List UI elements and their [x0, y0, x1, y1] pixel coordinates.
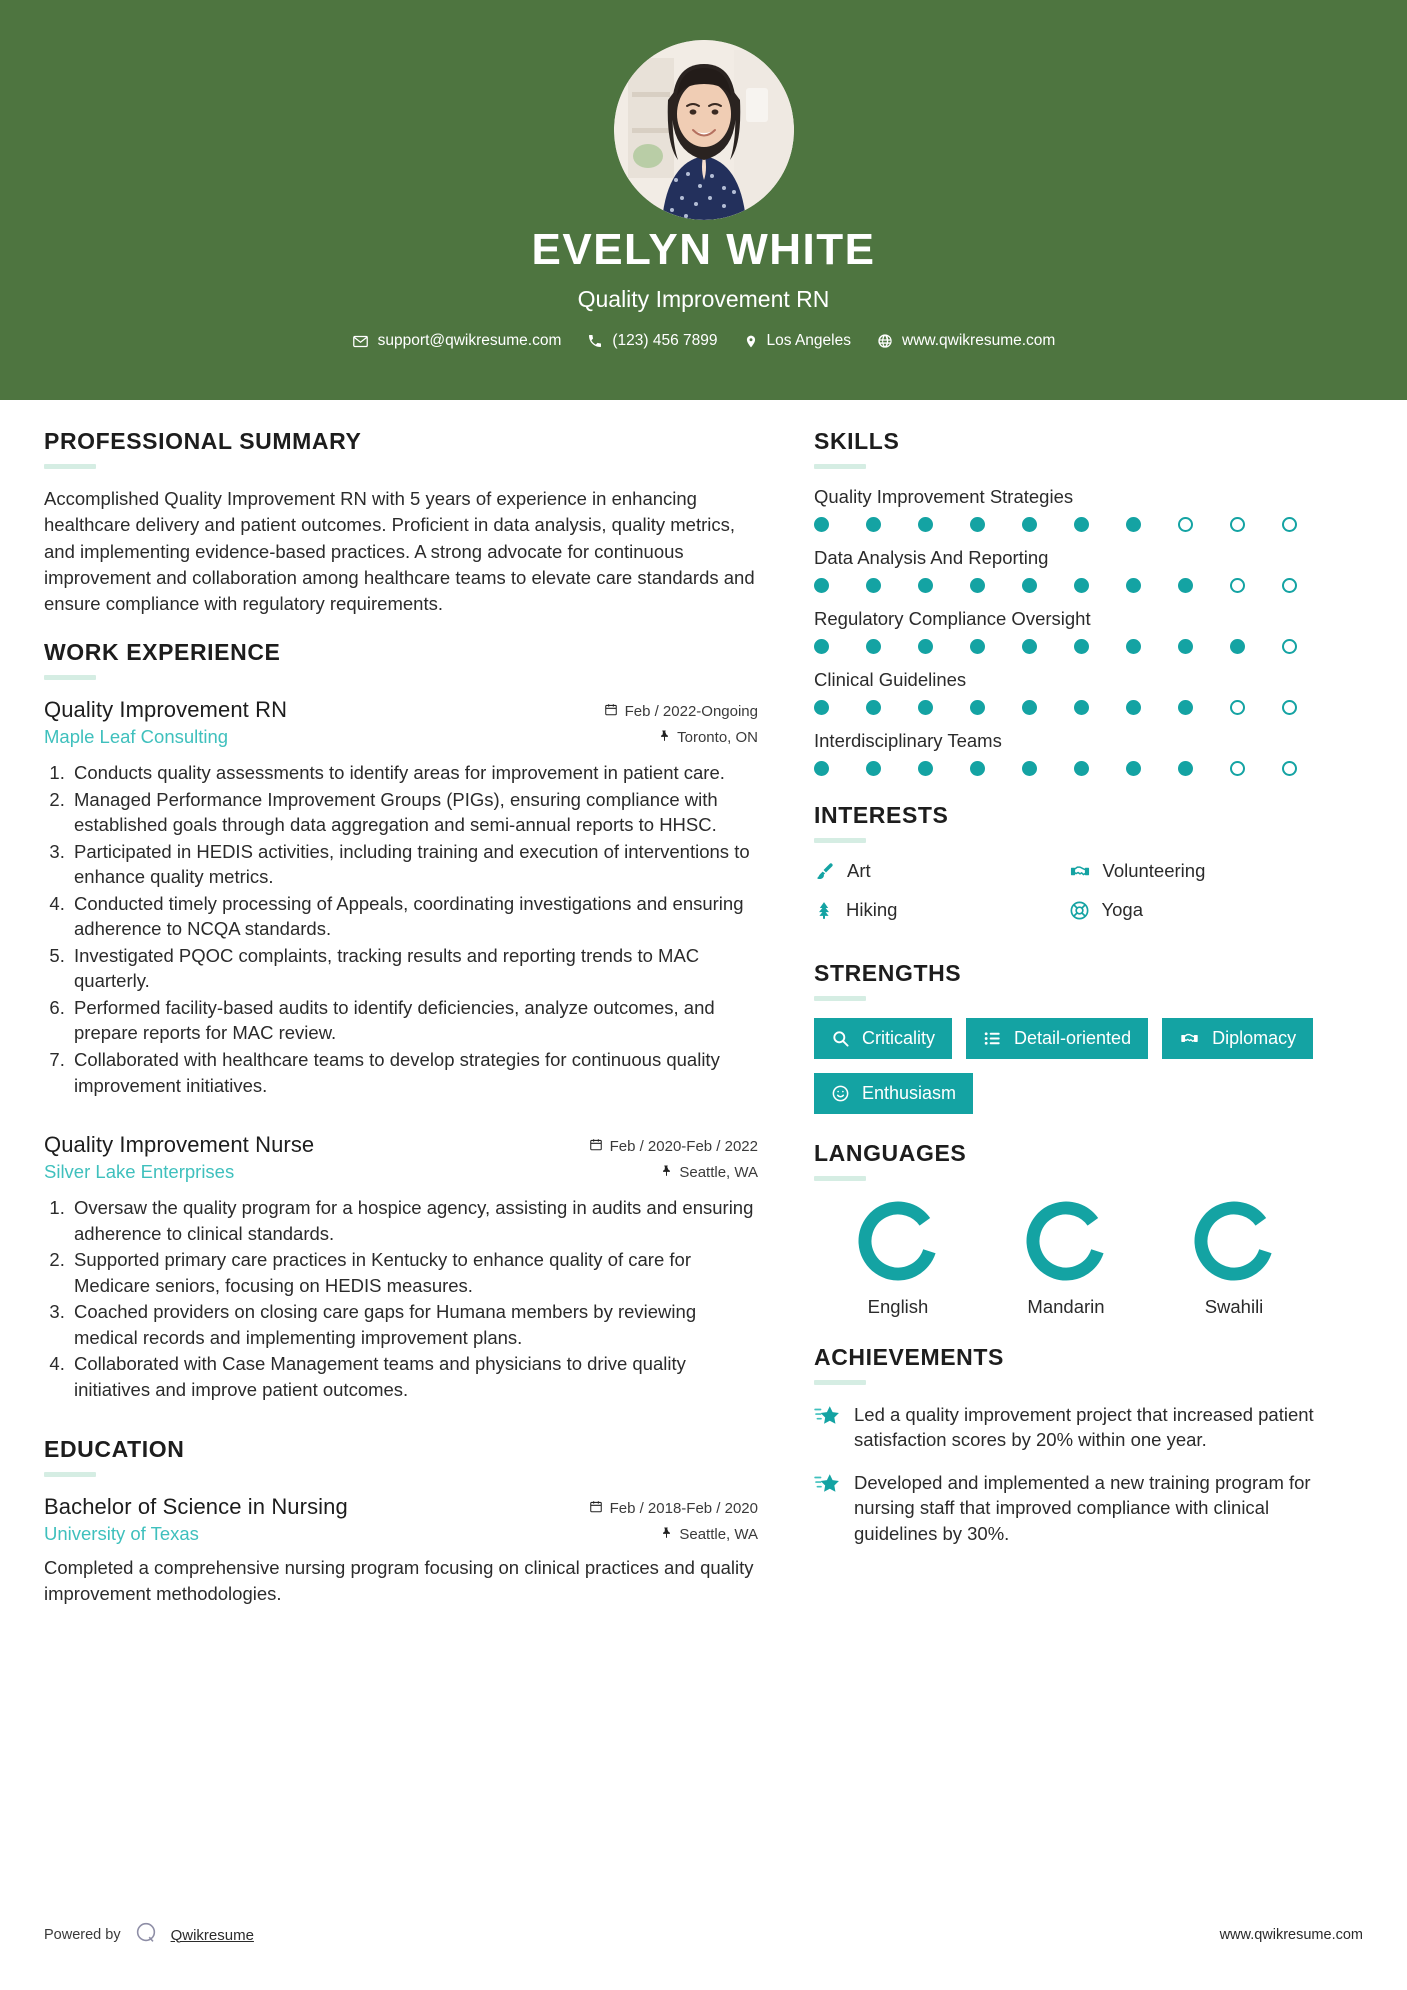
shooting-star-icon [814, 1402, 840, 1452]
lifebuoy-icon [1069, 900, 1090, 921]
skill-dot [970, 517, 985, 532]
skill-dot [1178, 578, 1193, 593]
section-heading: LANGUAGES [814, 1140, 967, 1166]
skill-dot [970, 639, 985, 654]
footer-url: www.qwikresume.com [1219, 1927, 1363, 1943]
skill-dot [866, 700, 881, 715]
job-dates-text: Feb / 2022-Ongoing [624, 703, 758, 721]
section-interests [814, 802, 1323, 938]
resume-body [0, 400, 1407, 1629]
achievements-list [814, 1402, 1323, 1546]
interest-item [1069, 899, 1324, 921]
skill-item [814, 547, 1323, 593]
skill-label: Clinical Guidelines [814, 669, 967, 690]
education-dates [589, 1499, 758, 1518]
interest-label: Hiking [846, 899, 898, 920]
calendar-icon [604, 702, 618, 721]
job-dates [589, 1137, 758, 1156]
skill-rating [814, 700, 1323, 715]
work-entry-head [44, 1132, 758, 1158]
job-role-subtitle: Quality Improvement RN [577, 286, 830, 312]
strength-label: Enthusiasm [862, 1083, 957, 1103]
contact-email-text: support@qwikresume.com [377, 332, 562, 349]
section-heading: EDUCATION [44, 1436, 185, 1463]
degree-title: Bachelor of Science in Nursing [44, 1494, 348, 1520]
job-dates [604, 702, 758, 721]
work-entry-head [44, 697, 758, 723]
job-bullet: 4. Conducted timely processing of Appeals, coordinating investigations and ensuring adherence to NCQA standards. [70, 891, 758, 942]
skill-dot [1022, 639, 1037, 654]
contact-phone[interactable] [587, 332, 717, 350]
skill-label: Quality Improvement Strategies [814, 486, 1074, 507]
handshake-icon [1179, 1029, 1200, 1048]
section-underline [814, 1380, 866, 1385]
education-dates-text: Feb / 2018-Feb / 2020 [609, 1500, 758, 1518]
skill-dot [1230, 761, 1245, 776]
section-heading: PROFESSIONAL SUMMARY [44, 428, 362, 454]
language-item [1150, 1198, 1318, 1318]
skill-dot [1282, 639, 1297, 654]
language-label: Swahili [1204, 1296, 1264, 1317]
tree-icon [814, 900, 834, 921]
achievement-item [814, 1402, 1323, 1452]
job-location [660, 1163, 758, 1182]
skill-rating [814, 517, 1323, 532]
section-heading: ACHIEVEMENTS [814, 1344, 1004, 1370]
strengths-list [814, 1018, 1323, 1114]
contact-phone-text: (123) 456 7899 [612, 332, 718, 349]
language-item [814, 1198, 982, 1318]
skill-dot [1230, 517, 1245, 532]
skill-dot [1282, 700, 1297, 715]
language-label: English [867, 1296, 929, 1317]
education-entry-head [44, 1494, 758, 1520]
language-donut-chart [814, 1198, 982, 1284]
job-bullet: 7. Collaborated with healthcare teams to develop strategies for continuous quality improvement initiatives. [70, 1047, 758, 1098]
skill-dot [1074, 578, 1089, 593]
skill-dot [1074, 639, 1089, 654]
company-name: Silver Lake Enterprises [44, 1161, 235, 1183]
skill-label: Interdisciplinary Teams [814, 730, 1002, 751]
skill-item [814, 669, 1323, 715]
interest-item [1069, 860, 1324, 882]
section-strengths [814, 960, 1323, 1114]
skill-item [814, 730, 1323, 776]
skill-dot [814, 517, 829, 532]
section-underline [44, 675, 96, 680]
phone-icon [587, 333, 603, 349]
skill-dot [814, 639, 829, 654]
skill-dot [814, 761, 829, 776]
skill-dot [970, 578, 985, 593]
language-donut-chart [982, 1198, 1150, 1284]
skill-dot [866, 639, 881, 654]
skill-dot [1230, 700, 1245, 715]
education-entry [44, 1494, 758, 1607]
interest-label: Art [847, 860, 871, 881]
resume-header [0, 0, 1407, 400]
skill-dot [1230, 639, 1245, 654]
skill-dot [970, 761, 985, 776]
skill-dot [918, 761, 933, 776]
contact-location [744, 332, 851, 350]
section-education [44, 1436, 758, 1607]
contact-bar [0, 332, 1407, 350]
contact-location-text: Los Angeles [766, 332, 851, 349]
section-underline [44, 464, 96, 469]
work-entry-sub [44, 726, 758, 748]
handshake-icon [1069, 861, 1091, 882]
skill-dot [1230, 578, 1245, 593]
skill-item [814, 486, 1323, 532]
skill-dot [1282, 578, 1297, 593]
skill-label: Data Analysis And Reporting [814, 547, 1049, 568]
skill-dot [1126, 700, 1141, 715]
interest-label: Yoga [1101, 899, 1144, 920]
strength-badge-detail-oriented[interactable] [966, 1018, 1148, 1059]
interest-item [814, 899, 1069, 921]
company-name: Maple Leaf Consulting [44, 726, 229, 748]
skill-dot [1178, 639, 1193, 654]
achievement-item [814, 1470, 1323, 1545]
job-dates-text: Feb / 2020-Feb / 2022 [609, 1138, 758, 1156]
work-entry [44, 697, 758, 1098]
skill-dot [1074, 761, 1089, 776]
pushpin-icon [660, 1163, 672, 1182]
skill-dot [866, 761, 881, 776]
section-heading: STRENGTHS [814, 960, 962, 986]
skill-dot [1126, 761, 1141, 776]
section-work-experience [44, 639, 758, 1402]
section-languages [814, 1140, 1323, 1318]
job-bullets [44, 760, 758, 1098]
skill-dot [970, 700, 985, 715]
qwikresume-link[interactable]: Qwikresume [170, 1926, 254, 1944]
job-bullet: 4. Collaborated with Case Management teams and physicians to drive quality initiatives and improve patient outcomes. [70, 1351, 758, 1402]
strength-label: Detail-oriented [1014, 1028, 1132, 1048]
skill-dot [866, 578, 881, 593]
language-item [982, 1198, 1150, 1318]
strength-label: Criticality [862, 1028, 936, 1048]
job-bullet: 2. Managed Performance Improvement Groups (PIGs), ensuring compliance with established goals through data aggregation and semi-annual reports to HHSC. [70, 787, 758, 838]
section-skills [814, 428, 1323, 776]
job-location-text: Toronto, ON [677, 729, 758, 747]
page-title: EVELYN WHITE [531, 225, 876, 274]
strength-badge-criticality[interactable] [814, 1018, 952, 1059]
job-bullet: 3. Participated in HEDIS activities, including training and execution of interventions to enhance quality metrics. [70, 839, 758, 890]
skill-dot [814, 578, 829, 593]
strength-badge-diplomacy[interactable] [1162, 1018, 1313, 1059]
skill-dot [1178, 761, 1193, 776]
education-entry-sub [44, 1523, 758, 1545]
section-heading: SKILLS [814, 428, 900, 454]
education-location-text: Seattle, WA [679, 1526, 758, 1544]
skill-dot [814, 700, 829, 715]
language-donut-chart [1150, 1198, 1318, 1284]
section-heading: INTERESTS [814, 802, 949, 828]
job-bullet: 5. Investigated PQOC complaints, tracking results and reporting trends to MAC quarterly. [70, 943, 758, 994]
page-footer [0, 1880, 1407, 1990]
section-underline [44, 1472, 96, 1477]
contact-website-text: www.qwikresume.com [902, 332, 1056, 349]
skill-dot [1126, 517, 1141, 532]
footer-branding [44, 1920, 254, 1951]
section-professional-summary [44, 428, 758, 617]
skill-dot [918, 639, 933, 654]
section-underline [814, 996, 866, 1001]
interest-label: Volunteering [1102, 860, 1206, 881]
contact-email[interactable] [352, 332, 562, 350]
pushpin-icon [660, 1525, 672, 1544]
job-bullet: 6. Performed facility-based audits to identify deficiencies, analyze outcomes, and prepare reports for MAC review. [70, 995, 758, 1046]
job-bullet: 3. Coached providers on closing care gaps for Humana members by reviewing medical records and implementing improvement plans. [70, 1299, 758, 1350]
job-location-text: Seattle, WA [679, 1164, 758, 1182]
envelope-icon [352, 333, 369, 350]
skill-dot [1022, 700, 1037, 715]
list-icon [983, 1029, 1002, 1048]
paintbrush-icon [814, 861, 835, 882]
achievement-text: Developed and implemented a new training program for nursing staff that improved compliance with clinical guidelines by 30%. [854, 1472, 1311, 1544]
skill-dot [866, 517, 881, 532]
calendar-icon [589, 1137, 603, 1156]
skill-dot [1282, 761, 1297, 776]
job-bullet: 1. Oversaw the quality program for a hospice agency, assisting in audits and ensuring adherence to clinical standards. [70, 1195, 758, 1246]
section-underline [814, 464, 866, 469]
skill-rating [814, 639, 1323, 654]
skill-dot [1074, 700, 1089, 715]
pushpin-icon [658, 728, 670, 747]
strength-label: Diplomacy [1212, 1028, 1297, 1048]
job-location [658, 728, 758, 747]
skill-dot [1178, 517, 1193, 532]
contact-website[interactable] [877, 332, 1055, 350]
work-entry [44, 1132, 758, 1402]
calendar-icon [589, 1499, 603, 1518]
skill-dot [1074, 517, 1089, 532]
globe-icon [877, 333, 893, 349]
magnifier-icon [831, 1029, 850, 1048]
education-description: Completed a comprehensive nursing program focusing on clinical practices and quality improvement methodologies. [44, 1557, 754, 1605]
job-bullet: 1. Conducts quality assessments to identify areas for improvement in patient care. [70, 760, 758, 786]
skill-dot [918, 578, 933, 593]
skill-dot [1022, 578, 1037, 593]
skill-rating [814, 761, 1323, 776]
language-label: Mandarin [1027, 1296, 1105, 1317]
shooting-star-icon [814, 1470, 840, 1545]
job-title: Quality Improvement Nurse [44, 1132, 315, 1158]
languages-list [814, 1198, 1323, 1318]
skill-rating [814, 578, 1323, 593]
skill-dot [1178, 700, 1193, 715]
interest-item [814, 860, 1069, 882]
qwikresume-logo-icon [133, 1920, 159, 1951]
job-bullets [44, 1195, 758, 1402]
education-location [660, 1525, 758, 1544]
avatar [614, 40, 794, 220]
smiley-icon [831, 1084, 850, 1103]
section-achievements [814, 1344, 1323, 1546]
school-name: University of Texas [44, 1523, 199, 1545]
interests-list [814, 860, 1323, 938]
section-underline [814, 1176, 866, 1181]
skill-item [814, 608, 1323, 654]
powered-by-label: Powered by [44, 1927, 121, 1943]
skill-dot [1126, 639, 1141, 654]
section-underline [814, 838, 866, 843]
skill-dot [1022, 517, 1037, 532]
left-column [44, 428, 804, 1629]
right-column [804, 428, 1323, 1629]
skill-label: Regulatory Compliance Oversight [814, 608, 1091, 629]
work-entry-sub [44, 1161, 758, 1183]
skill-dot [1126, 578, 1141, 593]
section-heading: WORK EXPERIENCE [44, 639, 281, 666]
job-title: Quality Improvement RN [44, 697, 288, 723]
strength-badge-enthusiasm[interactable] [814, 1073, 973, 1114]
skill-dot [1282, 517, 1297, 532]
skill-dot [918, 517, 933, 532]
skill-dot [918, 700, 933, 715]
location-pin-icon [744, 333, 758, 350]
achievement-text: Led a quality improvement project that increased patient satisfaction scores by 20% within one year. [854, 1404, 1314, 1451]
job-bullet: 2. Supported primary care practices in Kentucky to enhance quality of care for Medicare seniors, focusing on HEDIS measures. [70, 1247, 758, 1298]
summary-text: Accomplished Quality Improvement RN with 5 years of experience in enhancing healthcare delivery and patient outcomes. Proficient in data analysis, quality metrics, and implementing evidence-based practices. A strong advocate for continuous improvement and collaboration among healthcare teams to elevate care standards and ensure compliance with regulatory requirements. [44, 488, 755, 615]
skill-dot [1022, 761, 1037, 776]
